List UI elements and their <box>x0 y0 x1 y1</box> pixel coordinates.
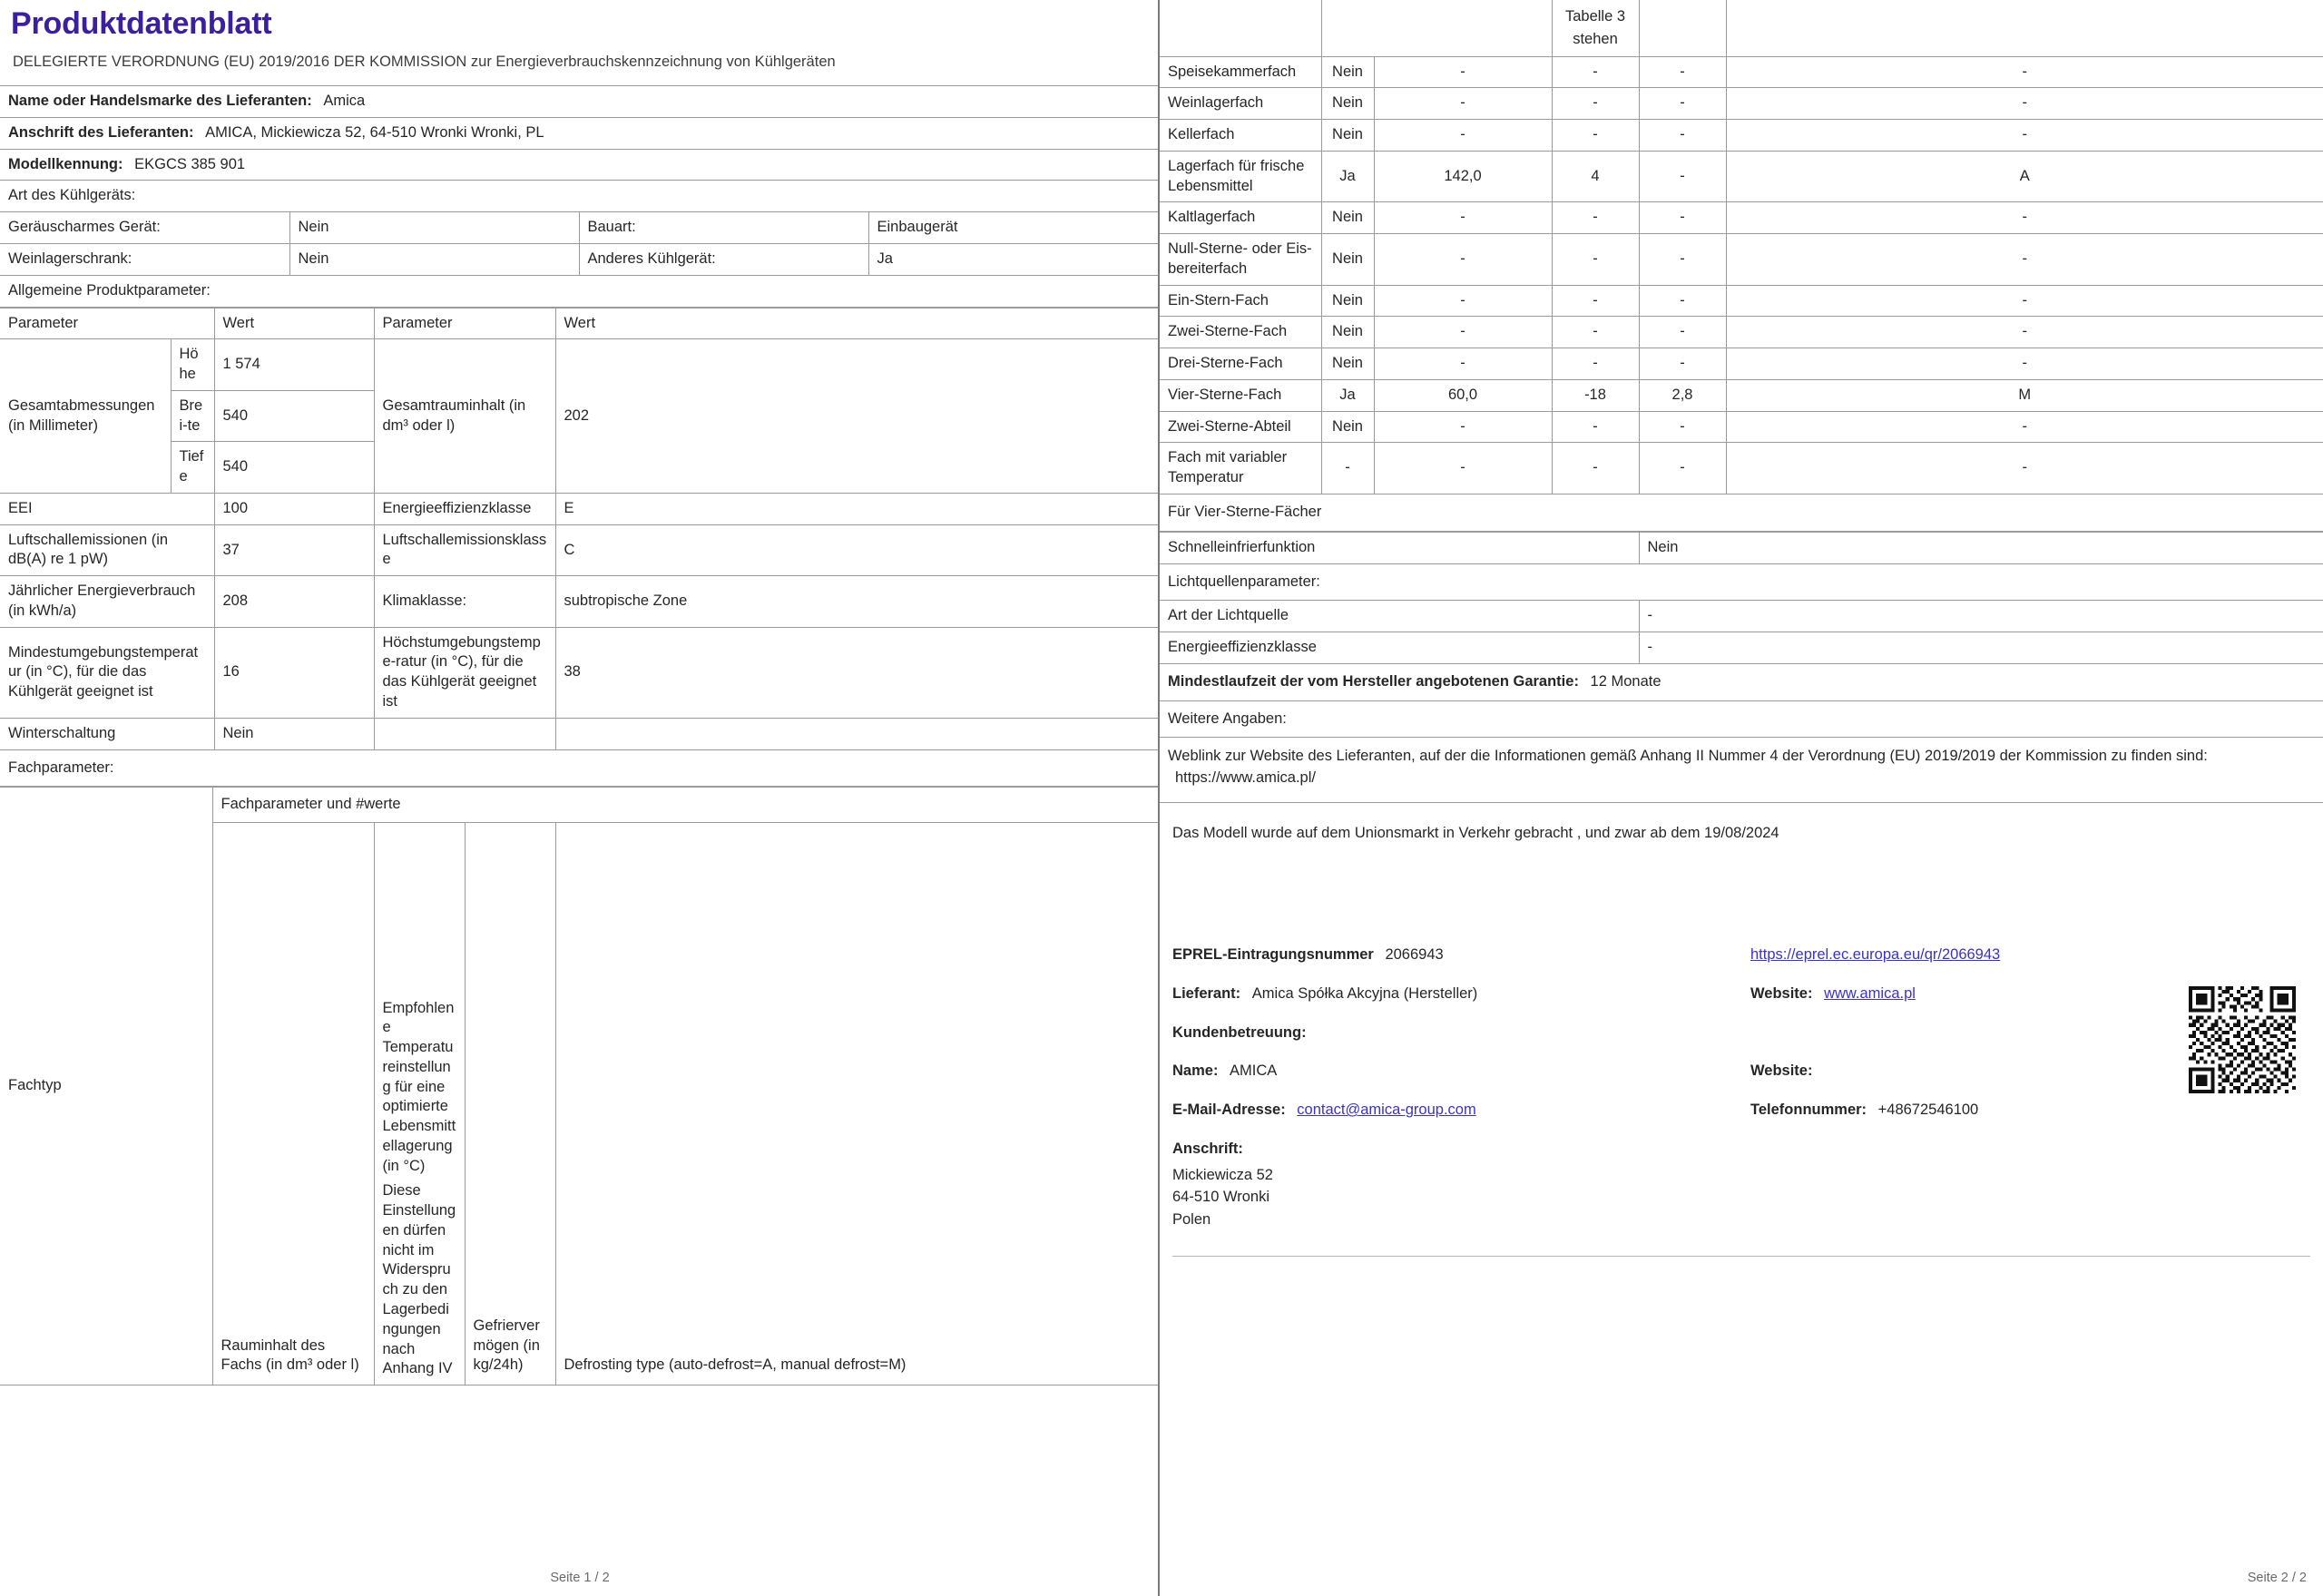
supplier-address-label: Anschrift des Lieferanten: <box>8 123 194 141</box>
depth-value: 540 <box>214 442 374 494</box>
compartment-name-0: Speisekammerfach <box>1160 56 1321 88</box>
compartment-present-10: Nein <box>1321 411 1374 443</box>
fast-freeze-label: Schnelleinfrierfunktion <box>1160 532 1639 563</box>
fast-freeze-value: Nein <box>1639 532 2323 563</box>
eprel-label: EPREL-Eintragungsnummer <box>1172 946 1374 964</box>
continued-spacer-4 <box>1726 0 2323 56</box>
col-defrosting: Defrosting type (auto-defrost=A, manual defrost=M) <box>555 823 1158 1385</box>
compartment-name-8: Drei-Sterne-Fach <box>1160 348 1321 380</box>
col-header-parameter-2: Parameter <box>374 308 555 339</box>
warranty-row <box>1160 663 2323 700</box>
construction-value: Einbaugerät <box>868 212 1158 244</box>
eei-label: EEI <box>0 493 214 524</box>
compartment-name-10: Zwei-Sterne-Abteil <box>1160 411 1321 443</box>
eprel-value: 2066943 <box>1385 946 1444 964</box>
footer-page-1: Seite 1 / 2 <box>550 1571 610 1585</box>
service-address-line-2: 64-510 Wronki <box>1172 1189 1270 1206</box>
compartment-freeze-9: 2,8 <box>1639 379 1726 411</box>
compartment-columns-table <box>0 787 1158 1385</box>
service-name-label: Name: <box>1172 1062 1219 1080</box>
energy-class-label: Energieeffizienzklasse <box>374 493 555 524</box>
compartment-volume-7: - <box>1374 317 1552 348</box>
table-row <box>1160 202 2323 234</box>
height-label: Höhe <box>171 339 214 391</box>
page-2 <box>1160 0 2323 1596</box>
total-volume-value: 202 <box>555 339 1158 494</box>
model-row <box>0 149 1158 181</box>
general-params-header-row <box>0 308 1158 339</box>
table-row <box>1160 317 2323 348</box>
compartment-present-0: Nein <box>1321 56 1374 88</box>
four-star-table <box>1160 532 2323 803</box>
compartment-present-9: Ja <box>1321 379 1374 411</box>
table-row <box>1160 88 2323 120</box>
wine-cabinet-label: Weinlagerschrank: <box>0 243 289 275</box>
max-ambient-label: Höchstumgebungstempe-ratur (in °C), für die das Kühlgerät geeignet ist <box>374 627 555 718</box>
eprel-contact-block <box>1160 845 2323 1239</box>
compartment-freeze-5: - <box>1639 234 1726 286</box>
appliance-type-row-0 <box>0 212 1158 244</box>
supplier-company-cell <box>1172 974 1732 1013</box>
compartment-defrost-2: - <box>1726 120 2323 152</box>
compartment-freeze-1: - <box>1639 88 1726 120</box>
winter-setting-label: Winterschaltung <box>0 718 214 749</box>
table-row <box>1160 348 2323 380</box>
weblink-url[interactable]: https://www.amica.pl/ <box>1175 769 1316 787</box>
construction-label: Bauart: <box>579 212 868 244</box>
depth-label: Tiefe <box>171 442 214 494</box>
compartment-name-6: Ein-Stern-Fach <box>1160 285 1321 317</box>
col-header-wert-2: Wert <box>555 308 1158 339</box>
compartment-values-table <box>1160 0 2323 532</box>
service-email-label: E-Mail-Adresse: <box>1172 1102 1286 1119</box>
compartment-temp-4: - <box>1552 202 1639 234</box>
compartment-defrost-0: - <box>1726 56 2323 88</box>
climate-class-value: subtropische Zone <box>555 576 1158 628</box>
service-address-line-3: Polen <box>1172 1211 1211 1229</box>
service-address-line-1: Mickiewicza 52 <box>1172 1166 1273 1183</box>
compartment-temp-11: - <box>1552 443 1639 494</box>
total-volume-label: Gesamtrauminhalt (in dm³ oder l) <box>374 339 555 494</box>
width-value: 540 <box>214 390 374 442</box>
compartment-freeze-4: - <box>1639 202 1726 234</box>
customer-service-heading: Kundenbetreuung: <box>1172 1023 1307 1041</box>
compartment-present-2: Nein <box>1321 120 1374 152</box>
col-temperature-main: Empfohlene Temperatureinstellung für eine optimierte Lebensmittellagerung (in °C) <box>382 999 456 1174</box>
eprel-qr-link[interactable]: https://eprel.ec.europa.eu/qr/2066943 <box>1750 946 2001 964</box>
table-row <box>1160 120 2323 152</box>
compartment-volume-0: - <box>1374 56 1552 88</box>
table-row <box>1160 443 2323 494</box>
appliance-type-heading-row <box>0 181 1158 212</box>
supplier-name-label: Name oder Handelsmarke des Lieferanten: <box>8 93 312 110</box>
fachparameter-group-header-row <box>0 788 1158 823</box>
compartment-defrost-3: A <box>1726 151 2323 202</box>
compartment-temp-6: - <box>1552 285 1639 317</box>
energy-class-value: E <box>555 493 1158 524</box>
continued-header-label: Tabelle 3 stehen <box>1552 0 1639 56</box>
compartment-present-7: Nein <box>1321 317 1374 348</box>
header-table <box>0 0 1158 308</box>
width-label: Brei-te <box>171 390 214 442</box>
dimensions-row-height <box>0 339 1158 391</box>
min-ambient-value: 16 <box>214 627 374 718</box>
compartment-volume-5: - <box>1374 234 1552 286</box>
eprel-number-cell <box>1172 935 1732 974</box>
bottom-divider <box>1172 1256 2310 1257</box>
table-row <box>1160 151 2323 202</box>
service-phone-value: +48672546100 <box>1877 1102 1979 1119</box>
warranty-label: Mindestlaufzeit der vom Hersteller angebotenen Garantie: <box>1168 672 1579 690</box>
col-header-wert-1: Wert <box>214 308 374 339</box>
compartment-defrost-1: - <box>1726 88 2323 120</box>
compartment-defrost-10: - <box>1726 411 2323 443</box>
compartment-present-3: Ja <box>1321 151 1374 202</box>
wine-cabinet-value: Nein <box>289 243 579 275</box>
supplier-name-value: Amica <box>323 93 366 110</box>
qr-code <box>2189 986 2296 1093</box>
service-address-spacer <box>1750 1130 2310 1239</box>
four-star-heading-row <box>1160 494 2323 531</box>
compartment-defrost-5: - <box>1726 234 2323 286</box>
compartment-defrost-8: - <box>1726 348 2323 380</box>
winter-spacer-1 <box>374 718 555 749</box>
compartment-volume-2: - <box>1374 120 1552 152</box>
compartment-name-4: Kaltlagerfach <box>1160 202 1321 234</box>
table-row <box>1160 56 2323 88</box>
page-title: Produktdatenblatt <box>11 6 272 41</box>
general-param-row-eei <box>0 493 1158 524</box>
further-info-heading-row <box>1160 700 2323 738</box>
airborne-noise-label: Luftschallemissionen (in dB(A) re 1 pW) <box>0 524 214 576</box>
compartment-temp-5: - <box>1552 234 1639 286</box>
compartment-volume-1: - <box>1374 88 1552 120</box>
climate-class-label: Klimaklasse: <box>374 576 555 628</box>
service-website-label: Website: <box>1750 1062 1813 1080</box>
continued-spacer-1 <box>1160 0 1321 56</box>
table-row <box>1160 285 2323 317</box>
table-row <box>1160 379 2323 411</box>
compartment-name-9: Vier-Sterne-Fach <box>1160 379 1321 411</box>
winter-spacer-2 <box>555 718 1158 749</box>
compartment-temp-0: - <box>1552 56 1639 88</box>
compartment-present-5: Nein <box>1321 234 1374 286</box>
compartment-volume-9: 60,0 <box>1374 379 1552 411</box>
model-label: Modellkennung: <box>8 155 123 172</box>
service-address-heading: Anschrift: <box>1172 1140 1243 1157</box>
compartment-temp-10: - <box>1552 411 1639 443</box>
noise-class-label: Luftschallemissionsklasse <box>374 524 555 576</box>
compartment-temp-1: - <box>1552 88 1639 120</box>
col-fachtyp: Fachtyp <box>0 788 212 1385</box>
table-row <box>1160 234 2323 286</box>
light-source-heading: Lichtquellenparameter: <box>1160 563 2323 601</box>
compartment-params-heading: Fachparameter: <box>0 749 1158 787</box>
supplier-name-row <box>0 86 1158 118</box>
compartment-volume-3: 142,0 <box>1374 151 1552 202</box>
compartment-name-3: Lagerfach für frische Lebensmittel <box>1160 151 1321 202</box>
light-source-heading-row <box>1160 563 2323 601</box>
compartment-temp-8: - <box>1552 348 1639 380</box>
compartment-freeze-7: - <box>1639 317 1726 348</box>
eei-value: 100 <box>214 493 374 524</box>
compartment-freeze-11: - <box>1639 443 1726 494</box>
general-params-heading-row <box>0 275 1158 307</box>
service-email-link[interactable]: contact@amica-group.com <box>1297 1102 1476 1119</box>
winter-setting-value: Nein <box>214 718 374 749</box>
compartment-heading-row <box>0 749 1158 787</box>
compartment-volume-8: - <box>1374 348 1552 380</box>
title-row <box>0 0 1158 86</box>
further-info-heading: Weitere Angaben: <box>1160 700 2323 738</box>
model-value: EKGCS 385 901 <box>134 155 246 172</box>
general-param-row-energy <box>0 576 1158 628</box>
service-address-cell <box>1172 1130 1732 1239</box>
table-row <box>1160 411 2323 443</box>
service-email-cell <box>1172 1091 1732 1130</box>
continued-header-row <box>1160 0 2323 56</box>
compartment-defrost-6: - <box>1726 285 2323 317</box>
compartment-freeze-2: - <box>1639 120 1726 152</box>
compartment-volume-6: - <box>1374 285 1552 317</box>
weblink-row <box>1160 738 2323 803</box>
continued-spacer-3 <box>1639 0 1726 56</box>
service-phone-label: Telefonnummer: <box>1750 1102 1867 1119</box>
max-ambient-value: 38 <box>555 627 1158 718</box>
light-efficiency-label: Energieeffizienzklasse <box>1160 632 1639 664</box>
compartment-volume-4: - <box>1374 202 1552 234</box>
compartment-temp-3: 4 <box>1552 151 1639 202</box>
noise-class-value: C <box>555 524 1158 576</box>
warranty-value: 12 Monate <box>1590 672 1661 690</box>
general-params-heading: Allgemeine Produktparameter: <box>0 275 1158 307</box>
continued-spacer-2 <box>1321 0 1552 56</box>
page-1 <box>0 0 1160 1596</box>
compartment-defrost-9: M <box>1726 379 2323 411</box>
other-appliance-value: Ja <box>868 243 1158 275</box>
light-type-label: Art der Lichtquelle <box>1160 601 1639 632</box>
annual-energy-value: 208 <box>214 576 374 628</box>
compartment-name-5: Null-Sterne- oder Eis-bereiterfach <box>1160 234 1321 286</box>
col-temperature-note: Diese Einstellungen dürfen nicht im Widerspruch zu den Lagerbedingungen nach Anhang IV <box>382 1182 456 1377</box>
col-temperature <box>374 823 465 1385</box>
compartment-volume-10: - <box>1374 411 1552 443</box>
height-value: 1 574 <box>214 339 374 391</box>
compartment-volume-11: - <box>1374 443 1552 494</box>
compartment-temp-2: - <box>1552 120 1639 152</box>
other-appliance-label: Anderes Kühlgerät: <box>579 243 868 275</box>
general-parameters-table <box>0 308 1158 788</box>
dimensions-label: Gesamtabmessungen (in Millimeter) <box>0 339 171 494</box>
four-star-heading: Für Vier-Sterne-Fächer <box>1160 494 2323 531</box>
light-type-row <box>1160 601 2323 632</box>
compartment-name-11: Fach mit variabler Temperatur <box>1160 443 1321 494</box>
customer-service-heading-cell <box>1172 1013 1732 1053</box>
compartment-defrost-7: - <box>1726 317 2323 348</box>
supplier-address-row <box>0 117 1158 149</box>
airborne-noise-value: 37 <box>214 524 374 576</box>
market-placement-note: Das Modell wurde auf dem Unionsmarkt in Verkehr gebracht , und zwar ab dem 19/08/2024 <box>1172 825 1779 842</box>
regulation-subtitle: DELEGIERTE VERORDNUNG (EU) 2019/2016 DER KOMMISSION zur Energieverbrauchskennzeichnung von Kühlgeräten <box>13 54 836 71</box>
fachparameter-group-header: Fachparameter und #werte <box>212 788 1158 823</box>
annual-energy-label: Jährlicher Energieverbrauch (in kWh/a) <box>0 576 214 628</box>
col-volume: Rauminhalt des Fachs (in dm³ oder l) <box>212 823 374 1385</box>
col-freezing-capacity: Gefriervermögen (in kg/24h) <box>465 823 555 1385</box>
general-param-row-winter <box>0 718 1158 749</box>
compartment-present-1: Nein <box>1321 88 1374 120</box>
light-efficiency-value: - <box>1639 632 2323 664</box>
compartment-freeze-3: - <box>1639 151 1726 202</box>
compartment-temp-7: - <box>1552 317 1639 348</box>
supplier-company-label: Lieferant: <box>1172 984 1241 1002</box>
noise-value: Nein <box>289 212 579 244</box>
noise-label: Geräuscharmes Gerät: <box>0 212 289 244</box>
service-name-cell <box>1172 1052 1732 1091</box>
min-ambient-label: Mindestumgebungstemperatur (in °C), für die das Kühlgerät geeignet ist <box>0 627 214 718</box>
compartment-defrost-4: - <box>1726 202 2323 234</box>
compartment-present-6: Nein <box>1321 285 1374 317</box>
supplier-website-label: Website: <box>1750 984 1813 1002</box>
general-param-row-noise <box>0 524 1158 576</box>
appliance-type-heading: Art des Kühlgeräts: <box>0 181 1158 212</box>
compartment-name-7: Zwei-Sterne-Fach <box>1160 317 1321 348</box>
fast-freeze-row <box>1160 532 2323 563</box>
supplier-company-value: Amica Spółka Akcyjna (Hersteller) <box>1251 984 1478 1002</box>
compartment-freeze-10: - <box>1639 411 1726 443</box>
general-param-row-temps <box>0 627 1158 718</box>
appliance-type-row-1 <box>0 243 1158 275</box>
eprel-grid <box>1172 935 2310 1239</box>
service-phone-cell <box>1750 1091 2310 1130</box>
compartment-name-2: Kellerfach <box>1160 120 1321 152</box>
weblink-text: Weblink zur Website des Lieferanten, auf der die Informationen gemäß Anhang II Nummer 4 der Verordnung (EU) 2019/2019 der Kommission zu finden sind: <box>1168 748 2208 765</box>
compartment-freeze-8: - <box>1639 348 1726 380</box>
compartment-freeze-0: - <box>1639 56 1726 88</box>
compartment-present-11: - <box>1321 443 1374 494</box>
compartment-freeze-6: - <box>1639 285 1726 317</box>
service-name-value: AMICA <box>1230 1062 1278 1080</box>
light-type-value: - <box>1639 601 2323 632</box>
supplier-address-value: AMICA, Mickiewicza 52, 64-510 Wronki Wronki, PL <box>205 123 544 141</box>
compartment-name-1: Weinlagerfach <box>1160 88 1321 120</box>
compartment-temp-9: -18 <box>1552 379 1639 411</box>
compartment-present-8: Nein <box>1321 348 1374 380</box>
supplier-website-link[interactable]: www.amica.pl <box>1824 984 1916 1002</box>
compartment-defrost-11: - <box>1726 443 2323 494</box>
col-header-parameter-1: Parameter <box>0 308 214 339</box>
footer-page-2: Seite 2 / 2 <box>2247 1571 2307 1585</box>
compartment-present-4: Nein <box>1321 202 1374 234</box>
light-efficiency-row <box>1160 632 2323 664</box>
eprel-url-cell <box>1750 935 2310 974</box>
